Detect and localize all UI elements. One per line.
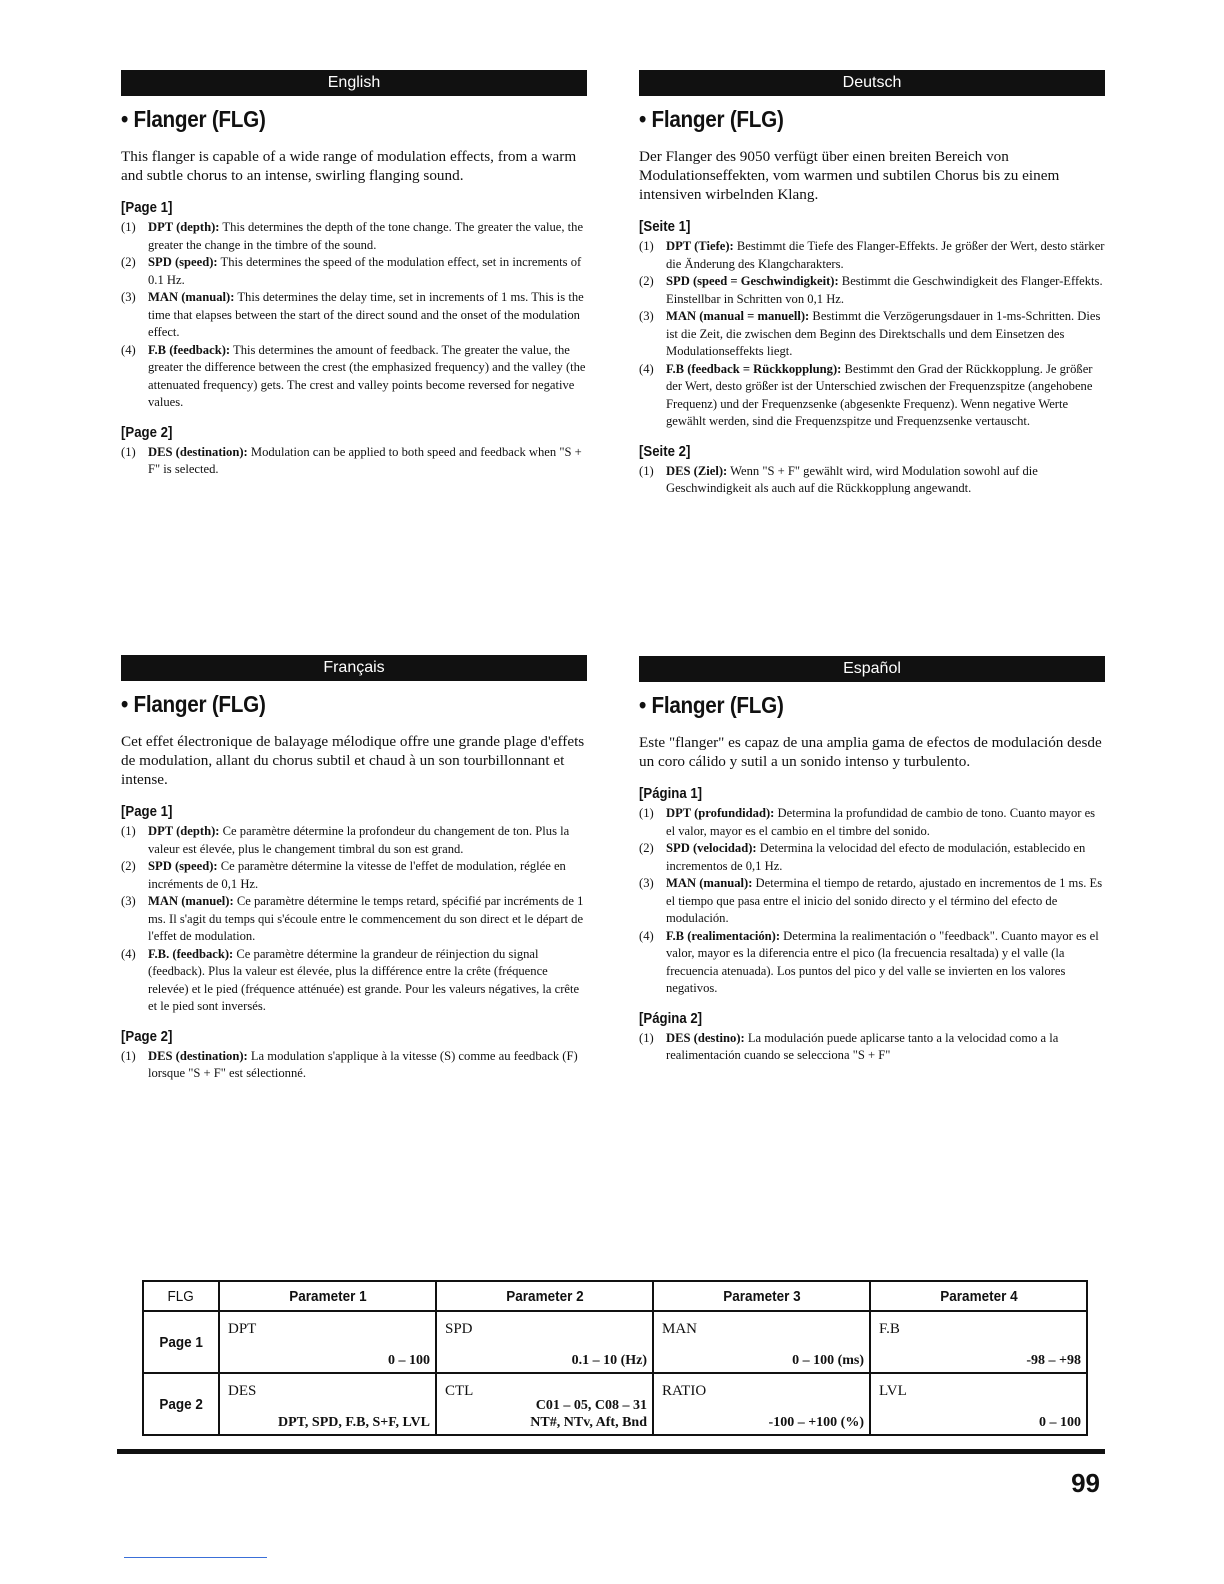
table-cell [436, 1373, 653, 1435]
list-item [121, 1048, 587, 1083]
column-header-text: Parameter 2 [505, 1287, 584, 1305]
item-number: (1) [639, 1030, 654, 1045]
list-item [639, 463, 1105, 498]
page-2-heading: [Page 2] [121, 423, 173, 441]
page-2-heading: [Página 2] [639, 1009, 703, 1027]
list-item [121, 342, 587, 412]
item-number: (1) [121, 444, 136, 459]
list-item [121, 823, 587, 858]
list-item [639, 875, 1105, 928]
list-item [639, 1030, 1105, 1065]
language-bar: Deutsch [639, 70, 1105, 96]
page-1-heading: [Seite 1] [639, 218, 691, 235]
item-number: (2) [639, 274, 654, 288]
item-number: (3) [121, 290, 136, 304]
parameter-range: 0 – 100 (ms) [792, 1353, 864, 1368]
language-bar: English [121, 70, 587, 96]
item-text [666, 875, 1105, 928]
item-text [666, 805, 1105, 840]
item-term: DES (destination): [148, 444, 248, 459]
list-item [639, 308, 1105, 361]
item-term: DPT (profundidad): [666, 806, 775, 820]
item-term: DPT (depth): [148, 824, 220, 838]
item-number: (4) [639, 361, 654, 376]
parameter-range: DPT, SPD, F.B, S+F, LVL [277, 1415, 430, 1430]
row-label [143, 1311, 219, 1373]
list-item [639, 805, 1105, 840]
item-number: (4) [121, 946, 136, 961]
parameter-name: RATIO [662, 1383, 707, 1399]
item-number: (1) [639, 806, 654, 820]
table-header-row [143, 1281, 1087, 1311]
item-number: (4) [121, 342, 136, 357]
list-item [121, 946, 587, 1016]
list-item [121, 289, 587, 342]
item-number: (4) [639, 928, 654, 943]
item-term: DPT (depth): [148, 220, 220, 234]
page-2-heading: [Page 2] [121, 1027, 173, 1045]
item-number: (1) [121, 1048, 136, 1063]
parameter-name: LVL [879, 1383, 907, 1399]
item-number: (3) [639, 876, 654, 890]
item-text [148, 342, 587, 412]
item-description: Bestimmt den Grad der Rückkopplung. Je größer der Wert, desto größer ist der Unterschied zwischen der Frequenzspitze (angehobene Frequenz) und der Frequenzsenke (abgesenkte Frequenz). Wenn negative Werte gewählt werden, sind die Frequenzspitze und Frequenzsenke vertauscht. [666, 361, 1093, 428]
item-description: Wenn "S + F" gewählt wird, wird Modulation sowohl auf die Geschwindigkeit als auch auf die Rückkopplung angewandt. [666, 463, 1038, 495]
table-corner-text: FLG [167, 1287, 195, 1305]
column-header-text: Parameter 1 [288, 1287, 367, 1305]
table-cell [653, 1373, 870, 1435]
item-number: (1) [121, 824, 136, 838]
item-number: (2) [121, 255, 136, 269]
list-item [639, 840, 1105, 875]
item-description: Ce paramètre détermine la profondeur du changement de ton. Plus la valeur est élevée, plus le changement timbral du son est grand. [148, 824, 570, 856]
parameter-range: -98 – +98 [1026, 1353, 1081, 1368]
page-1-parameter-list [639, 238, 1105, 431]
table-cell [870, 1311, 1087, 1373]
column-header-text: Parameter 4 [939, 1287, 1018, 1305]
page-2-heading: [Seite 2] [639, 442, 691, 460]
item-term: DES (destination): [148, 1048, 248, 1063]
parameter-name: CTL [445, 1383, 474, 1399]
page-2-parameter-list [639, 463, 1105, 498]
item-description: This determines the speed of the modulation effect, set in increments of 0.1 Hz. [148, 255, 582, 287]
parameter-range: 0 – 100 [1039, 1415, 1081, 1430]
table-row [143, 1373, 1087, 1435]
item-text [148, 254, 587, 289]
row-label-text: Page 1 [159, 1333, 203, 1351]
intro-paragraph: Este "flanger" es capaz de una amplia gama de efectos de modulación desde un coro cálido y sutil a un sonido intenso y turbulento. [639, 734, 1102, 770]
item-description: Determina la profundidad de cambio de tono. Cuanto mayor es el valor, mayor es el cambio en el timbre del sonido. [666, 806, 1096, 838]
item-description: This determines the depth of the tone change. The greater the value, the greater the change in the timbre of the sound. [148, 220, 584, 252]
item-term: DES (Ziel): [666, 463, 728, 478]
item-text [148, 444, 587, 479]
section-deutsch [639, 70, 1105, 510]
list-item [639, 928, 1105, 998]
item-term: SPD (velocidad): [666, 841, 757, 855]
item-description: La modulación puede aplicarse tanto a la velocidad como a la realimentación cuando se selecciona "S + F" [666, 1030, 1059, 1062]
item-description: Ce paramètre détermine la grandeur de réinjection du signal (feedback). Plus la valeur est élevée, plus la différence entre la crête (fréquence relevée) et le pied (fréquence atténuée) est grande. Pour les valeurs négatives, la crête et le pied sont inversés. [148, 946, 580, 1013]
section-title: • Flanger (FLG) [121, 691, 266, 717]
item-term: DPT (Tiefe): [666, 239, 734, 253]
item-term: SPD (speed): [148, 859, 218, 873]
parameter-name: F.B [879, 1321, 900, 1337]
item-text [666, 928, 1105, 998]
item-term: F.B (feedback): [148, 342, 231, 357]
page-1-parameter-list [121, 219, 587, 412]
parameter-name: DES [228, 1383, 257, 1399]
parameter-range: 0 – 100 [388, 1353, 430, 1368]
item-text [666, 463, 1105, 498]
item-term: MAN (manuel): [148, 894, 234, 908]
item-text [666, 1030, 1105, 1065]
table-cell [436, 1311, 653, 1373]
item-text [666, 238, 1105, 273]
list-item [639, 238, 1105, 273]
row-label [143, 1373, 219, 1435]
parameter-name: SPD [445, 1321, 473, 1337]
parameter-range: C01 – 05, C08 – 31 [535, 1398, 647, 1413]
item-number: (1) [639, 463, 654, 478]
item-text [666, 308, 1105, 361]
item-term: SPD (speed = Geschwindigkeit): [666, 274, 839, 288]
column-header [436, 1281, 653, 1311]
section-title: • Flanger (FLG) [639, 692, 784, 718]
intro-paragraph: This flanger is capable of a wide range of modulation effects, from a warm and subtle chorus to an intense, swirling flanging sound. [121, 148, 577, 184]
column-header [219, 1281, 436, 1311]
item-description: Bestimmt die Verzögerungsdauer in 1-ms-Schritten. Dies ist die Zeit, die zwischen dem Beginn des Direktschalls und dem Einsetzen des Modulationseffekts liegt. [666, 309, 1101, 358]
item-term: F.B (feedback = Rückkopplung): [666, 361, 842, 376]
item-description: Bestimmt die Geschwindigkeit des Flanger-Effekts. Einstellbar in Schritten von 0,1 Hz. [666, 274, 1103, 306]
list-item [121, 444, 587, 479]
table-cell [219, 1311, 436, 1373]
column-header [870, 1281, 1087, 1311]
section-english [121, 70, 587, 491]
item-number: (2) [121, 859, 136, 873]
item-description: This determines the amount of feedback. The greater the value, the greater the difference between the crest (the emphasized frequency) and the valley (the attenuated frequency) gets. The crest and valley points become reversed for negative values. [148, 342, 586, 409]
item-number: (1) [121, 220, 136, 234]
section-title: • Flanger (FLG) [639, 106, 784, 132]
parameter-table-wrapper [142, 1280, 1086, 1436]
item-number: (3) [639, 309, 654, 323]
parameter-range-second-line: NT#, NTv, Aft, Bnd [530, 1415, 647, 1430]
table-row [143, 1311, 1087, 1373]
language-bar: Español [639, 656, 1105, 682]
page-1-parameter-list [639, 805, 1105, 998]
item-term: MAN (manual): [148, 290, 235, 304]
parameter-range: -100 – +100 (%) [768, 1415, 864, 1430]
parameter-name: MAN [662, 1321, 698, 1337]
item-description: Bestimmt die Tiefe des Flanger-Effekts. Je größer der Wert, desto stärker die Änderung des Klangcharakters. [666, 239, 1105, 271]
item-description: This determines the delay time, set in increments of 1 ms. This is the time that elapses between the start of the direct sound and the onset of the modulation effect. [148, 290, 584, 339]
list-item [121, 219, 587, 254]
item-text [148, 219, 587, 254]
parameter-range-multiline [530, 1397, 647, 1431]
item-description: Ce paramètre détermine la vitesse de l'effet de modulation, réglée en incréments de 0,1 Hz. [148, 859, 566, 891]
item-number: (2) [639, 841, 654, 855]
list-item [121, 893, 587, 946]
table-cell [870, 1373, 1087, 1435]
parameter-range: 0.1 – 10 (Hz) [571, 1353, 647, 1368]
item-term: DES (destino): [666, 1030, 745, 1045]
column-header [653, 1281, 870, 1311]
section-title: • Flanger (FLG) [121, 106, 266, 132]
item-term: SPD (speed): [148, 255, 218, 269]
list-item [121, 254, 587, 289]
parameter-name: DPT [228, 1321, 257, 1337]
item-description: Determina la velocidad del efecto de modulación, establecido en incrementos de 0,1 Hz. [666, 841, 1086, 873]
table-corner-label [143, 1281, 219, 1311]
item-text [148, 946, 587, 1016]
item-term: F.B. (feedback): [148, 946, 234, 961]
page-2-parameter-list [639, 1030, 1105, 1065]
page-2-parameter-list [121, 444, 587, 479]
language-bar: Français [121, 655, 587, 681]
scan-edge-line [124, 1557, 267, 1558]
page-1-parameter-list [121, 823, 587, 1016]
item-number: (1) [639, 239, 654, 253]
item-number: (3) [121, 894, 136, 908]
intro-paragraph: Cet effet électronique de balayage mélodique offre une grande plage d'effets de modulation, allant du chorus subtil et chaud à un son tourbillonnant et intense. [121, 733, 585, 788]
column-header-text: Parameter 3 [722, 1287, 801, 1305]
list-item [121, 858, 587, 893]
table-cell [219, 1373, 436, 1435]
item-description: Ce paramètre détermine le temps retard, spécifié par incréments de 1 ms. Il s'agit du temps qui s'écoule entre le commencement du son direct et le départ de l'effet de modulation. [148, 894, 584, 943]
page-1-heading: [Página 1] [639, 785, 703, 802]
intro-paragraph: Der Flanger des 9050 verfügt über einen breiten Bereich von Modulationseffekten, vom warmen und subtilen Chorus bis zu einem intensiven wirbelnden Klang. [639, 148, 1060, 203]
item-text [148, 858, 587, 893]
item-description: Modulation can be applied to both speed and feedback when "S + F" is selected. [148, 444, 582, 476]
item-description: La modulation s'applique à la vitesse (S) comme au feedback (F) lorsque "S + F" est sélectionné. [148, 1048, 578, 1080]
list-item [639, 361, 1105, 431]
page-2-parameter-list [121, 1048, 587, 1083]
item-term: MAN (manual = manuell): [666, 309, 810, 323]
row-label-text: Page 2 [159, 1395, 203, 1413]
parameter-table [142, 1280, 1088, 1436]
item-text [666, 361, 1105, 431]
page-1-heading: [Page 1] [121, 803, 173, 820]
item-term: F.B (realimentación): [666, 928, 781, 943]
item-description: Determina el tiempo de retardo, ajustado en incrementos de 1 ms. Es el tiempo que pasa entre el inicio del sonido directo y el término del efecto de modulación. [666, 876, 1103, 925]
page-1-heading: [Page 1] [121, 199, 173, 216]
item-text [148, 893, 587, 946]
table-cell [653, 1311, 870, 1373]
item-text [666, 840, 1105, 875]
section-francais [121, 655, 587, 1095]
item-text [148, 823, 587, 858]
item-text [148, 289, 587, 342]
section-espanol [639, 656, 1105, 1077]
item-description: Determina la realimentación o "feedback". Cuanto mayor es el valor, mayor es la diferencia entre el pico (la frecuencia resaltada) y el valle (la frecuencia atenuada). Los puntos del pico y del valle se invierten en los valores negativos. [666, 928, 1099, 995]
item-text [148, 1048, 587, 1083]
item-term: MAN (manual): [666, 876, 753, 890]
footer-rule [117, 1449, 1105, 1454]
list-item [639, 273, 1105, 308]
page-number: 99 [1071, 1468, 1100, 1498]
item-text [666, 273, 1105, 308]
